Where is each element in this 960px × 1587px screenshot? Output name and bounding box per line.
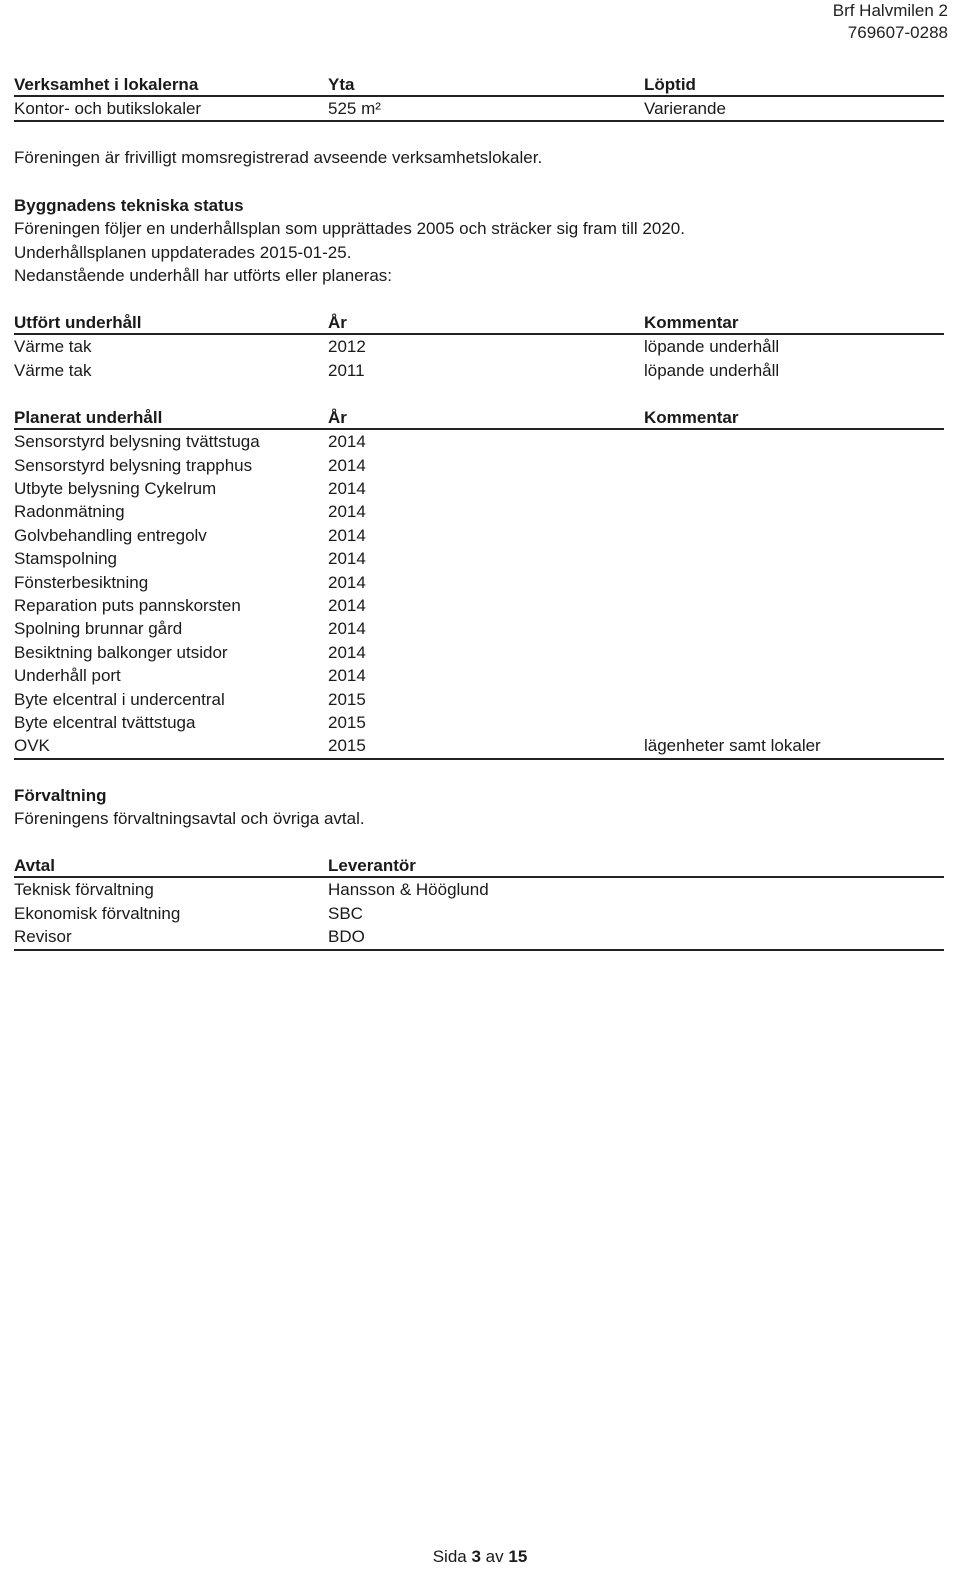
column-header: Kommentar [644, 408, 739, 428]
table-cell: 2015 [328, 712, 366, 732]
table-row [14, 711, 944, 734]
table-row [14, 641, 944, 664]
table-cell: Revisor [14, 927, 72, 947]
column-header: År [328, 313, 347, 333]
section-heading: Förvaltning [14, 785, 107, 805]
table-cell: 2015 [328, 689, 366, 709]
table-body [14, 430, 944, 759]
planned-maintenance-table [14, 406, 944, 759]
org-name: Brf Halvmilen 2 [832, 1, 948, 20]
table-cell: Sensorstyrd belysning trapphus [14, 455, 253, 475]
paragraph-line: Föreningens förvaltningsavtal och övriga avtal. [14, 809, 365, 829]
table-body [14, 335, 944, 382]
table-cell: Besiktning balkonger utsidor [14, 642, 228, 662]
table-cell: Varierande [644, 99, 726, 118]
table-cell: 2014 [328, 455, 366, 475]
table-cell: Golvbehandling entregolv [14, 525, 207, 545]
done-maintenance-table [14, 311, 944, 382]
column-header: Utfört underhåll [14, 313, 142, 333]
page-footer [0, 1547, 960, 1567]
table-cell: Reparation puts pannskorsten [14, 595, 241, 615]
table-cell: Stamspolning [14, 549, 118, 569]
table-cell: 2011 [328, 360, 365, 380]
table-cell: Fönsterbesiktning [14, 572, 149, 592]
table-body [14, 97, 944, 122]
table-cell: Värme tak [14, 360, 92, 380]
table-cell: OVK [14, 736, 50, 756]
table-cell: 2014 [328, 666, 366, 686]
table-cell: 2014 [328, 642, 366, 662]
table-cell: Byte elcentral i undercentral [14, 689, 225, 709]
table-cell: Hansson & Hööglund [328, 880, 489, 900]
table-body [14, 878, 944, 950]
table-header [14, 73, 944, 97]
table-cell: Utbyte belysning Cykelrum [14, 478, 217, 498]
table-row [14, 617, 944, 640]
table-cell: 2014 [328, 525, 366, 545]
table-cell: 2014 [328, 432, 366, 452]
document-header [833, 0, 948, 44]
table-header [14, 854, 944, 878]
table-cell: löpande underhåll [644, 360, 780, 380]
table-cell: 2015 [328, 736, 366, 756]
table-cell: SBC [328, 903, 363, 923]
table-cell: Radonmätning [14, 502, 125, 522]
page-body [14, 73, 944, 951]
table-row [14, 524, 944, 547]
table-row [14, 688, 944, 711]
table-row [14, 878, 944, 901]
table-cell: 2014 [328, 478, 366, 498]
table-cell: Spolning brunnar gård [14, 619, 183, 639]
column-header: Löptid [644, 75, 696, 94]
page-separator: av [485, 1547, 504, 1566]
table-cell: Värme tak [14, 337, 92, 357]
table-row [14, 500, 944, 523]
column-header: Leverantör [328, 856, 416, 876]
table-row [14, 454, 944, 477]
column-header: Avtal [14, 856, 55, 876]
table-cell: Sensorstyrd belysning tvättstuga [14, 432, 260, 452]
table-row [14, 477, 944, 500]
org-number: 769607-0288 [847, 23, 948, 42]
column-header: Kommentar [644, 313, 739, 333]
table-cell: Ekonomisk förvaltning [14, 903, 181, 923]
table-row [14, 335, 944, 358]
table-cell: lägenheter samt lokaler [644, 736, 821, 756]
table-cell: 2014 [328, 572, 366, 592]
table-cell: löpande underhåll [644, 337, 780, 357]
table-cell: Underhåll port [14, 666, 121, 686]
table-header [14, 311, 944, 335]
table-row [14, 734, 944, 757]
table-cell: 2014 [328, 502, 366, 522]
section-heading: Byggnadens tekniska status [14, 195, 244, 215]
table-cell: 2014 [328, 619, 366, 639]
paragraph-line: Föreningen följer en underhållsplan som upprättades 2005 och sträcker sig fram till 2020. [14, 219, 685, 239]
page-number: 3 [471, 1547, 481, 1566]
table-row [14, 902, 944, 925]
table-cell: 525 m² [328, 99, 381, 118]
page-total: 15 [508, 1547, 528, 1566]
table-cell: 2014 [328, 595, 366, 615]
table-cell: 2014 [328, 549, 366, 569]
contracts-table [14, 854, 944, 950]
column-header: Planerat underhåll [14, 408, 163, 428]
vat-note: Föreningen är frivilligt momsregistrerad avseende verksamhetslokaler. [14, 148, 543, 168]
table-row [14, 430, 944, 453]
column-header: Verksamhet i lokalerna [14, 75, 199, 94]
table-row [14, 664, 944, 687]
table-cell: Byte elcentral tvättstuga [14, 712, 196, 732]
table-row [14, 571, 944, 594]
table-row [14, 547, 944, 570]
table-row [14, 594, 944, 617]
table-cell: BDO [328, 927, 365, 947]
table-cell: Teknisk förvaltning [14, 880, 154, 900]
paragraph-line: Nedanstående underhåll har utförts eller planeras: [14, 266, 393, 286]
column-header: År [328, 408, 347, 428]
table-row [14, 359, 944, 382]
table-row [14, 925, 944, 948]
table-cell: Kontor- och butikslokaler [14, 99, 202, 118]
table-cell: 2012 [328, 337, 366, 357]
premises-table [14, 73, 944, 122]
table-row [14, 97, 944, 120]
table-header [14, 406, 944, 430]
column-header: Yta [328, 75, 355, 94]
page-label: Sida [432, 1547, 467, 1566]
paragraph-line: Underhållsplanen uppdaterades 2015-01-25. [14, 242, 352, 262]
